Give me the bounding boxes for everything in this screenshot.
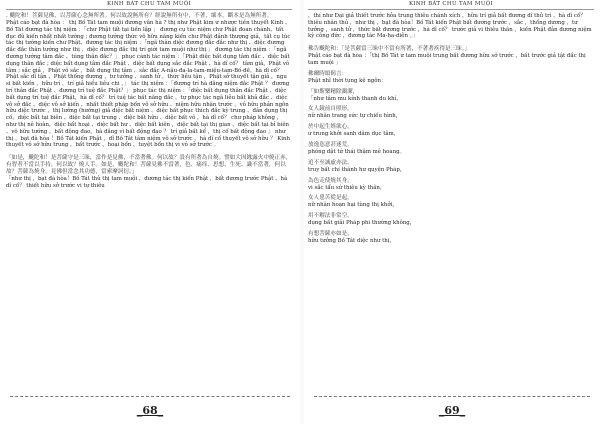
verse-chinese: 女人患苦從是起， (308, 195, 353, 202)
verse-line (308, 124, 594, 138)
paragraph-chinese: 佛告颰陀和：「是菩薩當三昧中不當有所著，不著著疾得是三昧。」 (308, 46, 471, 53)
verse-line (308, 195, 594, 209)
page-number: _69_ (438, 404, 466, 417)
page-body (308, 13, 594, 245)
verse-transliteration: nữ nhân trang sức tự chiếu hình， (308, 113, 402, 120)
page-footer (0, 396, 300, 418)
verse-chinese: 用不解法非常空， (308, 213, 353, 220)
verse-intro-transliteration: Phật nhĩ thời tụng kệ ngôn： (308, 77, 387, 84)
verse-line (308, 106, 594, 120)
paragraph-transliteration: Phật cáo bạt đà hòa ：「thị Bồ Tát ư tam muội trung bất đương hữu sở trước ，bất trước giả tật đắc thị tam muội 」 (308, 53, 586, 66)
verse-line (308, 213, 594, 227)
verse-transliteration: nữ nhân hoạn hại tùng thị khởi， (308, 202, 398, 209)
verse-transliteration: hữu tưởng Bồ Tát diệc như thị， (308, 237, 395, 244)
verse-line (308, 142, 594, 156)
verse-transliteration: truy bất chí thành hư quyện Pháp， (308, 166, 406, 173)
verse-chinese: 於中起生婬欲心， (308, 124, 353, 131)
verse-transliteration: dụng bất giải Pháp phi thường không， (308, 220, 416, 227)
right-page (304, 0, 600, 424)
verse-chinese: 為色走使燒其身， (308, 177, 353, 184)
verse-chinese: 追不至誠虛亦法， (308, 159, 353, 166)
page-body (6, 13, 292, 190)
page-number: _68_ (136, 404, 164, 417)
verse-line (308, 160, 594, 174)
paragraph-transliteration: 「như thị ，bạt đà hòa！Bồ Tát thủ thị tam muội ，đương tác thị kiến Phật ，bất đương trước Phật 、hà dĩ cố？ thiết hữu sở trước vi tự thiêu (6, 176, 288, 189)
verse-line (308, 231, 594, 245)
verse-line (308, 89, 594, 103)
paragraph-transliteration: Phật cáo bạt đà hòa ： thị Bồ Tát tam muội đương vân hà ? thị như Phật kim ư nhược tiền thuyết Kinh 、Bồ Tát đương tác thị niệm ：「chư Phật tất tại tiền lập 」 đương cụ túc niệm chư Phật đoan chánh、tất đục đủ kiến nhất nhất tướng ; đương tướng thức vô hữu năng kiến chư Phật đảnh thượng giả，tất cụ túc tác thị tướng kiến chư Phật、đương tác thị niệm ：「ngã thân diệc đương đắc đắc như thị 、diệc đương đắc đắc thân tướng như thị 、diệc đương đắc thị trí giới tam muội như thị 」 đương tác thị niệm ：「ngã đương tướng tâm đắc 、túng thân đắc？」 phục cánh tác niệm ：「Phật diệc bất dụng tâm đắc 、diệc bất dụng thân đắc ; diệc bất dụng tâm đắc Phật 、diệc bất dụng sắc đắc Phật 、hà dĩ cố？ tâm giả，Phật vô tâm ; sắc giả ，Phật vô sắc ，bất dụng thị tâm 、sắc đắc A-nậu-đa-la-tam-miệu-tam-Bồ-đề，hà dĩ cố？ Phật sắc dĩ tận ，Phật thống đương ，tư tưởng 、sanh tử ，thức liễu tận ，Phật sở thuyết tận giả ，ngu si bất kiến ，hữu trí ，trí giả hiểu liễu chi ，」 tác thị niệm ：「đương trí hà đăng niệm đắc Phật ？ đương trí thân đắc Phật 、đương trí tuệ đắc Phật？」 phục tác thị niệm ：「diệc bất dụng thân đắc Phật 、diệc bất dụng trí tuệ đắc Phật，hà dĩ cố？ trí tuệ tác bất năng đắc ，tự phục tác ngã liễu bất khả đắc 、diệc vô sở đắc 、diệc vô sở kiến ，nhất thiết pháp bổn vô sở hữu 、niệm hữu nhân trước ，vô hữu phản ngôn hữu diệc trước ，thị lưỡng (hướng) giả diệc bất niệm 、diệc bất phục thích đắc kỳ trung 、đản dụng thị cố，diệc bất tại biên 、diệc bất tại trung 、diệc bất hữu 、diệc bất vô ，hà dĩ cố？ chư pháp không ，như thị nê hoàn，diệc bất hoại 、diệc bất hư 、diệc bất kiên ，diệc bất tại thị gian 、diệc bất tại bỉ biên 、vô hữu tướng ，bất động đao，hà đăng vì bất động đao ？ trí giả bất kể ，thị cố bất động đao 」 như thị ，bạt đà hòa ！Bồ Tát kiến Phật ，dĩ Bồ Tát tâm niệm vô sở trước ，hà dĩ cố thuyết vô sở hữu ？ Kinh thuyết vô sở hữu trung ，bất trước ，hoại bổn ，tuyệt bổn thị vi vô sở trước 。 (6, 20, 291, 149)
verse-transliteration: ư trung khởi sanh dâm dục tâm， (308, 131, 400, 138)
paragraph-chinese: 「如是，颰陀和！是菩薩守是三昧，當作是見佛，不當著佛。何以故？設有所著為自燒。譬如大因緣露火中燒正赤，有智者不當以手持。何以故？燒人手。如是，颰陀和！菩薩見佛不當著，色、痛痒、思想、生死、識不當著，何以故？菩薩為燒身，見佛但當念其功德，當索摩訶衍。」 (6, 155, 292, 176)
page-footer (304, 396, 600, 418)
page-header: KINH BÁT CHU TAM MUỘI (308, 0, 594, 10)
paragraph-transliteration: ，thí như Đại giả thiết trước hỏa trung thiêu chánh xích ，hữu trí giả bất đương dĩ thủ trì ，hà dĩ cố？ thiêu nhân thủ ，như thị ，bạt đà hòa！Bồ Tát kiến Phật bất đương trước ，sắc ，thống dương ，tư tưởng ，sanh tử ，thức bất đương trước ，hà dĩ cố？ trước giả vi thiêu thân ，kiến Phật đản đương niệm kỳ công đức ，đương tác Ma-ha-diễn 。」 (308, 13, 592, 40)
verse-transliteration: phóng dật tứ thái thậm mê hoang。 (308, 148, 405, 155)
verse-line (308, 178, 594, 192)
verse-transliteration: 「như tâm mu kính thanh du khí， (308, 95, 402, 102)
verse-chinese: 放逸恣意甚迷荒。 (308, 141, 353, 148)
verse-intro-chinese: 佛爾時頌偈言： (308, 70, 348, 77)
paragraph-chinese: , 颰陀和！菩薩見佛，以菩薩心念無所著。何以故說無所有？經說無所有中，不著，壞本，斷本是為無所著。 (6, 13, 273, 19)
verse-transliteration: vi sắc tẩu sứ thiêu kỳ thân， (308, 184, 386, 191)
page-header: KINH BÁT CHU TAM MUỘI (6, 0, 292, 10)
verse-chinese: 女人鏡前自照形， (308, 106, 353, 113)
verse-chinese: 有想菩薩亦如是， (308, 230, 353, 237)
verse-chinese: 「如斯樂精除濁潔， (308, 88, 359, 95)
